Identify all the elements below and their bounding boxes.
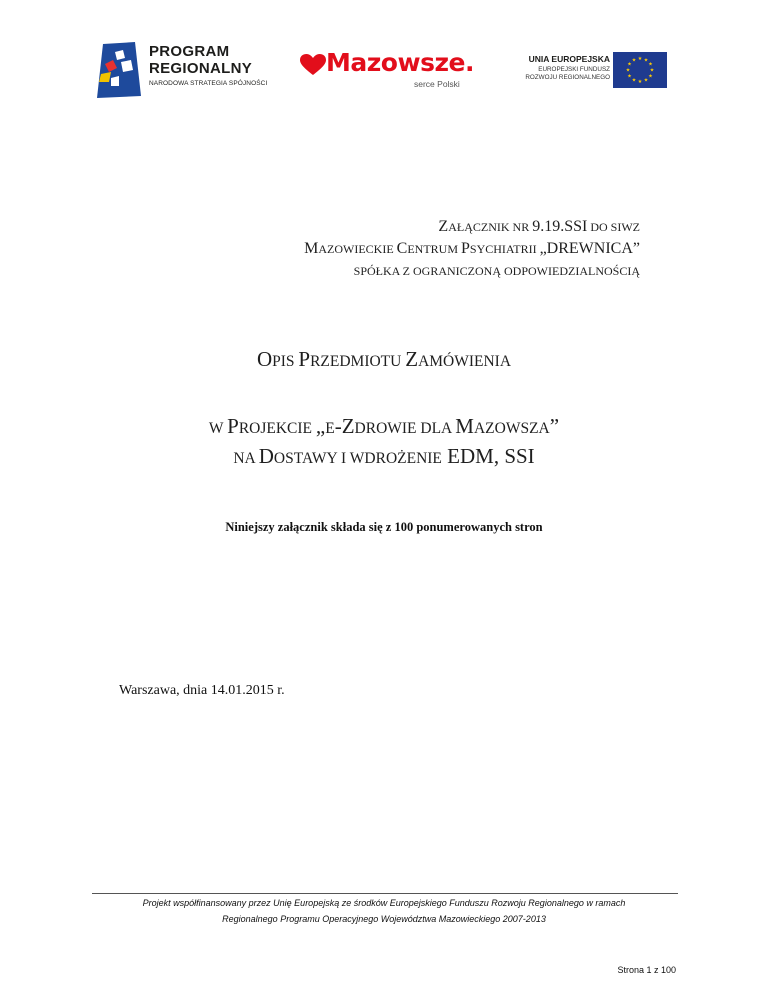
svg-text:★: ★	[648, 73, 653, 80]
footer-line-2: Regionalnego Programu Operacyjnego Województwa Mazowieckiego 2007-2013	[222, 914, 546, 924]
title-text: D	[258, 444, 274, 468]
title-text: RZEDMIOTU	[310, 353, 406, 370]
annex-number-line	[438, 218, 640, 236]
annex-number: 9.19.SSI	[532, 218, 588, 235]
title-text: PIS	[272, 353, 299, 370]
heart-icon	[300, 54, 326, 76]
annex-text: Z	[438, 218, 449, 235]
svg-text:★: ★	[649, 67, 655, 74]
institution-text: C	[396, 240, 408, 257]
eu-fund-label-2: ROZWOJU REGIONALNEGO	[525, 74, 610, 81]
regionalny-label: REGIONALNY	[149, 60, 253, 77]
eu-fund-label: EUROPEJSKI FUNDUSZ	[538, 66, 610, 73]
page-count-note: Niniejszy załącznik składa się z 100 ponumerowanych stron	[225, 520, 543, 534]
page-number: Strona 1 z 100	[617, 965, 676, 975]
title-text: NA	[233, 450, 259, 467]
title-text: OSTAWY I WDROŻENIE	[273, 450, 442, 467]
project-title	[0, 414, 768, 439]
mazowsze-tagline: serce Polski	[414, 79, 460, 89]
title-text: M	[455, 414, 474, 438]
title-text: P	[227, 414, 239, 438]
mazowsze-logo	[298, 50, 488, 95]
title-text: ROJEKCIE	[238, 420, 316, 437]
institution-text: P	[461, 240, 470, 257]
svg-text:★: ★	[627, 61, 632, 68]
institution-text: ENTRUM	[407, 242, 461, 256]
title-text: AZOWSZA	[473, 420, 550, 437]
eu-flag-icon	[613, 52, 667, 88]
svg-text:★: ★	[637, 79, 643, 85]
svg-text:★: ★	[631, 77, 637, 84]
title-text: -Z	[334, 414, 355, 438]
svg-text:★: ★	[648, 61, 653, 68]
strategia-label: NARODOWA STRATEGIA SPÓJNOŚCI	[149, 80, 268, 87]
institution-text: M	[304, 240, 319, 257]
svg-text:★: ★	[625, 67, 631, 74]
company-type-line: SPÓŁKA Z OGRANICZONĄ ODPOWIEDZIALNOŚCIĄ	[353, 264, 640, 278]
institution-name: „DREWNICA”	[539, 240, 640, 257]
svg-text:★: ★	[637, 56, 643, 62]
institution-text: AZOWIECKIE	[318, 242, 397, 256]
title-text: W	[208, 420, 228, 437]
mazowsze-wordmark: Mazowsze.	[326, 48, 474, 77]
title-text: O	[256, 347, 273, 371]
svg-text:★: ★	[643, 77, 649, 84]
program-label: PROGRAM	[149, 43, 230, 60]
title-text: EDM, SSI	[441, 444, 535, 468]
program-regionalny-logo	[97, 42, 277, 102]
document-date: Warszawa, dnia 14.01.2015 r.	[119, 683, 285, 698]
title-text: DROWIE DLA	[354, 420, 456, 437]
eu-label: UNIA EUROPEJSKA	[528, 54, 610, 64]
annex-text: AŁĄCZNIK NR	[448, 220, 533, 234]
institution-text: SYCHIATRII	[469, 242, 540, 256]
svg-text:★: ★	[631, 57, 637, 64]
title-text: Z	[405, 347, 419, 371]
title-text: AMÓWIENIA	[418, 353, 512, 370]
footer-divider	[92, 893, 678, 894]
title-text: E	[325, 420, 335, 437]
title-text: P	[298, 347, 311, 371]
scope-title	[0, 444, 768, 469]
title-text: ”	[549, 414, 560, 438]
program-regionalny-emblem-icon	[97, 42, 145, 100]
footer-line-1: Projekt współfinansowany przez Unię Europejską ze środków Europejskiego Funduszu Rozwoju Regionalnego w ramach	[142, 898, 626, 908]
annex-text: DO SIWZ	[587, 220, 640, 234]
svg-text:★: ★	[627, 73, 632, 80]
institution-line	[304, 240, 640, 258]
document-title	[0, 347, 768, 372]
title-text: „	[315, 414, 326, 438]
svg-text:★: ★	[643, 57, 649, 64]
eu-logo	[512, 52, 672, 92]
